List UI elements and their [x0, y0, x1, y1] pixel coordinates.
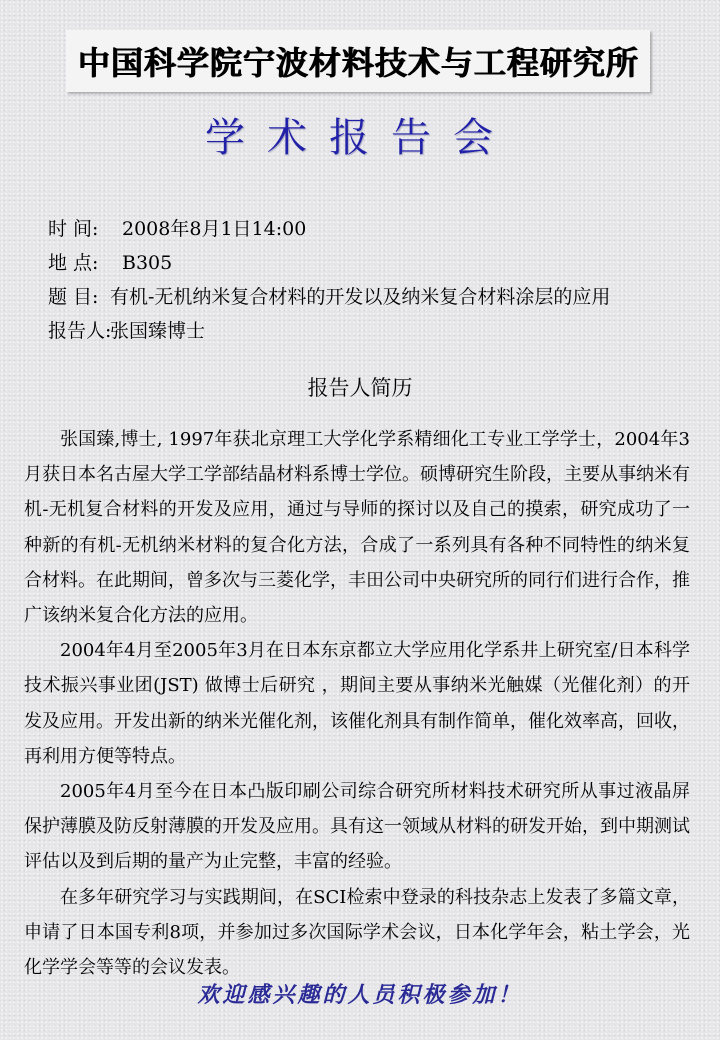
bio-paragraph: 2004年4月至2005年3月在日本东京都立大学应用化学系井上研究室/日本科学技术振兴事业团(JST) 做博士后研究 ，期间主要从事纳米光触媒（光催化剂）的开发及应用。开发出新的纳米光催化剂，该催化剂具有制作简单，催化效率高，回收，再利用方便等特点。 — [24, 640, 690, 767]
place-value: B305 — [122, 252, 173, 274]
event-title: 学术报告会 — [205, 115, 515, 161]
speaker-value: 张国臻博士 — [110, 320, 206, 342]
place-row — [48, 246, 708, 280]
topic-row — [48, 280, 708, 314]
time-value: 2008年8月1日14:00 — [122, 218, 307, 240]
bio-paragraph: 在多年研究学习与实践期间，在SCI检索中登录的科技杂志上发表了多篇文章，申请了日本国专利8项，并参加过多次国际学术会议，日本化学年会，粘土学会，光化学学会等等的会议发表。 — [24, 886, 690, 979]
speaker-label: 报告人: — [48, 320, 112, 342]
time-label: 时 间: — [48, 218, 99, 240]
bio-body — [24, 422, 690, 985]
institute-banner — [66, 30, 650, 92]
institute-name: 中国科学院宁波材料技术与工程研究所 — [77, 44, 639, 82]
time-row — [48, 212, 708, 246]
bio-heading: 报告人简历 — [307, 376, 413, 400]
topic-value: 有机-无机纳米复合材料的开发以及纳米复合材料涂层的应用 — [110, 286, 611, 308]
closing-invitation: 欢迎感兴趣的人员积极参加！ — [197, 982, 523, 1008]
bio-paragraph: 2005年4月至今在日本凸版印刷公司综合研究所材料技术研究所从事过液晶屏保护薄膜及防反射薄膜的开发及应用。具有这一领域从材料的研发开始，到中期测试评估以及到后期的量产为止完整，丰富的经验。 — [24, 781, 690, 873]
speaker-row — [48, 314, 708, 348]
place-label: 地 点: — [48, 252, 99, 274]
topic-label: 题 目: — [48, 286, 99, 308]
event-info — [48, 212, 708, 348]
bio-paragraph: 张国臻,博士, 1997年获北京理工大学化学系精细化工专业工学学士，2004年3月获日本名古屋大学工学部结晶材料系博士学位。硕博研究生阶段，主要从事纳米有机-无机复合材料的开发及应用，通过与导师的探讨以及自己的摸索，研究成功了一种新的有机-无机纳米材料的复合化方法，合成了一系列具有各种不同特性的纳米复合材料。在此期间，曾多次与三菱化学，丰田公司中央研究所的同行们进行合作，推广该纳米复合化方法的应用。 — [24, 429, 690, 627]
